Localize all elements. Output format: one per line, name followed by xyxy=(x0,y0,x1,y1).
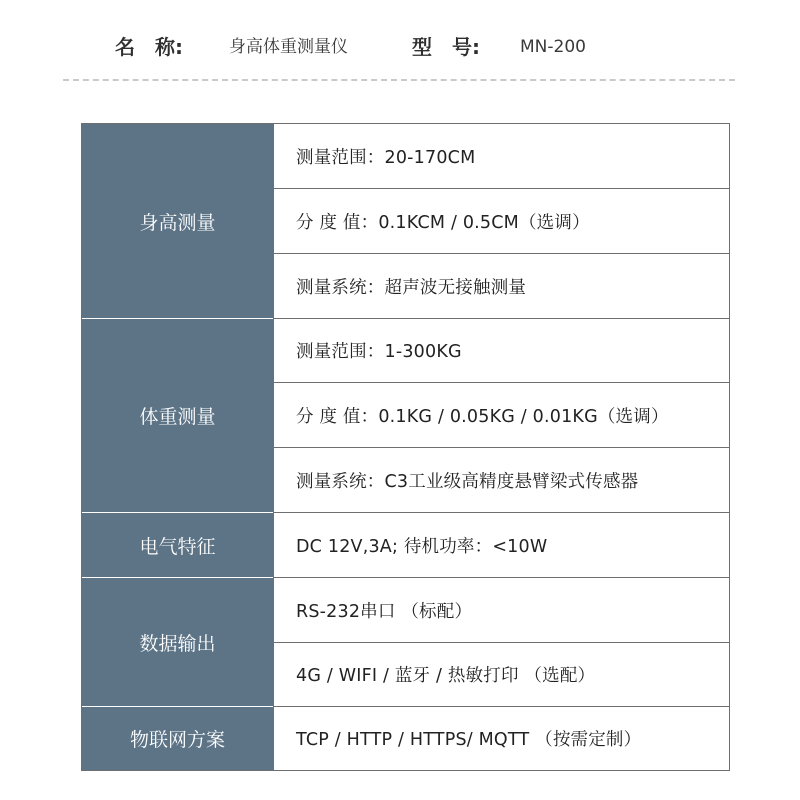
model-value: MN-200 xyxy=(520,37,586,57)
model-label: 型 号: xyxy=(412,35,480,59)
spec-row: 4G / WIFI / 蓝牙 / 热敏打印 （选配） xyxy=(274,643,729,707)
spec-row: 测量范围：20-170CM xyxy=(274,124,729,189)
spec-row: 测量系统：超声波无接触测量 xyxy=(274,254,729,319)
dashed-divider xyxy=(63,79,735,81)
name-value: 身高体重测量仪 xyxy=(229,37,348,57)
spec-table xyxy=(81,123,730,771)
category-electrical: 电气特征 xyxy=(82,513,273,578)
spec-row: 分 度 值：0.1KG / 0.05KG / 0.01KG（选调） xyxy=(274,383,729,448)
category-height: 身高测量 xyxy=(82,124,273,319)
category-data-output: 数据输出 xyxy=(82,578,273,707)
spec-row: 测量范围：1-300KG xyxy=(274,319,729,383)
spec-row: 分 度 值：0.1KCM / 0.5CM（选调） xyxy=(274,189,729,254)
category-column xyxy=(82,124,273,770)
spec-row: TCP / HTTP / HTTPS/ MQTT （按需定制） xyxy=(296,730,642,750)
spec-row: DC 12V,3A; 待机功率：<10W xyxy=(274,513,729,578)
category-weight: 体重测量 xyxy=(82,319,273,513)
category-iot: 物联网方案 xyxy=(129,729,225,751)
spec-row: 测量系统：C3工业级高精度悬臂梁式传感器 xyxy=(274,448,729,513)
name-label: 名 称: xyxy=(115,35,183,59)
spec-row: RS-232串口 （标配） xyxy=(274,578,729,643)
